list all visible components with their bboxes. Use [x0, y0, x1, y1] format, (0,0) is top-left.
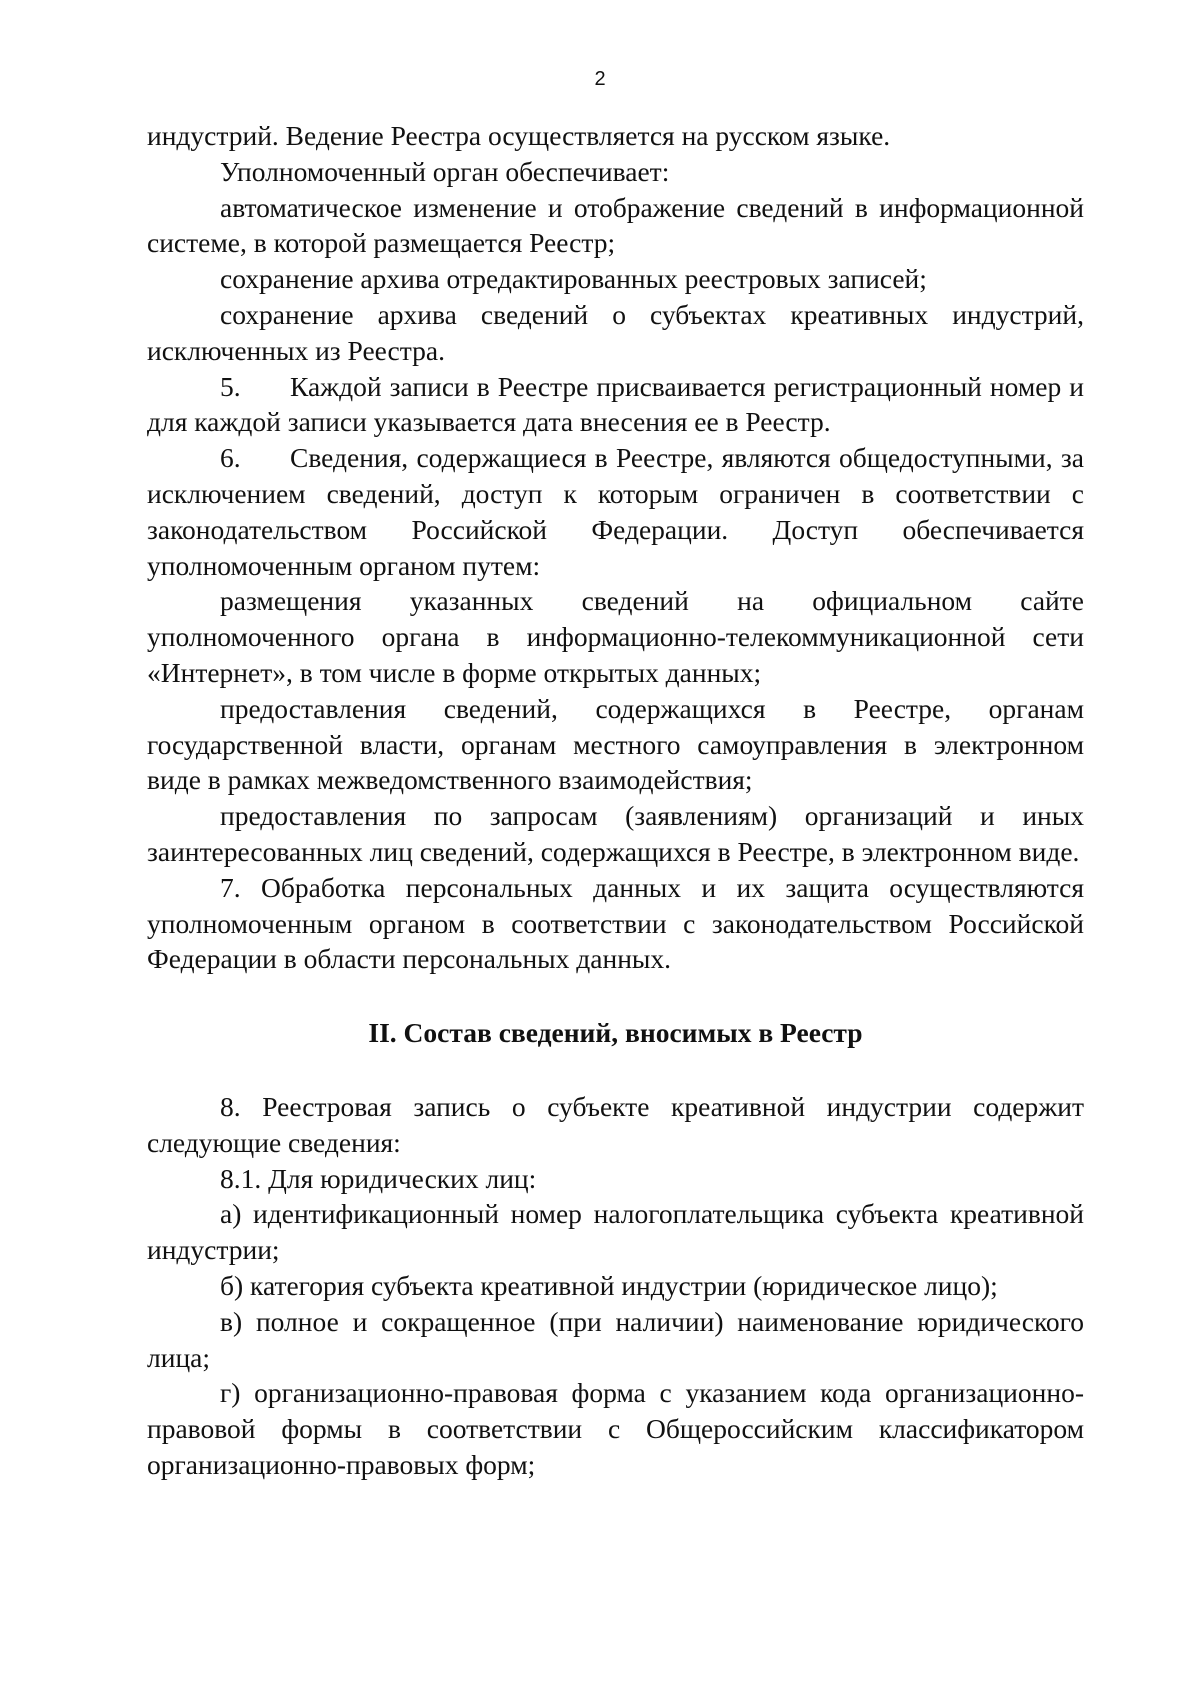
paragraph: в) полное и сокращенное (при наличии) наименование юридического лица; [147, 1305, 1084, 1373]
paragraph: автоматическое изменение и отображение сведений в информационной системе, в которой размещается Реестр; [147, 191, 1084, 259]
paragraph-text: Каждой записи в Реестре присваивается регистрационный номер и для каждой записи указывается дата внесения ее в Реестр. [147, 370, 1084, 438]
paragraph-number: 6. [220, 442, 241, 474]
numbered-paragraph [147, 369, 1084, 441]
paragraph-number: 5. [220, 370, 241, 402]
paragraph: сохранение архива отредактированных реестровых записей; [220, 263, 927, 295]
paragraph: 8. Реестровая запись о субъекте креативной индустрии содержит следующие сведения: [147, 1090, 1084, 1158]
paragraph: 8.1. Для юридических лиц: [220, 1162, 537, 1194]
paragraph: предоставления сведений, содержащихся в Реестре, органам государственной власти, органам местного самоуправления в электронном виде в рамках межведомственного взаимодействия; [147, 692, 1084, 796]
paragraph: размещения указанных сведений на официальном сайте уполномоченного органа в информационно-телекоммуникационной сети «Интернет», в том числе в форме открытых данных; [147, 585, 1084, 688]
paragraph: предоставления по запросам (заявлениям) организаций и иных заинтересованных лиц сведений, содержащихся в Реестре, в электронном виде. [147, 800, 1084, 867]
document-body [147, 118, 1084, 1483]
paragraph: Уполномоченный орган обеспечивает: [220, 155, 670, 187]
numbered-paragraph [147, 440, 1084, 583]
paragraph: б) категория субъекта креативной индустрии (юридическое лицо); [220, 1269, 998, 1301]
page-number: 2 [594, 68, 606, 90]
section-heading: II. Состав сведений, вносимых в Реестр [368, 1017, 863, 1049]
paragraph: а) идентификационный номер налогоплательщика субъекта креативной индустрии; [147, 1198, 1084, 1266]
paragraph: индустрий. Ведение Реестра осуществляется на русском языке. [147, 120, 891, 151]
paragraph-text: Сведения, содержащиеся в Реестре, являются общедоступными, за исключением сведений, доступ к которым ограничен в соответствии с законодательством Российской Федерации. Доступ обеспечивается уполномоченным органом путем: [147, 442, 1084, 581]
paragraph: 7. Обработка персональных данных и их защита осуществляются уполномоченным органом в соответствии с законодательством Российской Федерации в области персональных данных. [147, 871, 1084, 975]
paragraph: сохранение архива сведений о субъектах креативных индустрий, исключенных из Реестра. [147, 298, 1084, 366]
paragraph: г) организационно-правовая форма с указанием кода организационно-правовой формы в соответствии с Общероссийским классификатором организационно-правовых форм; [147, 1377, 1084, 1480]
